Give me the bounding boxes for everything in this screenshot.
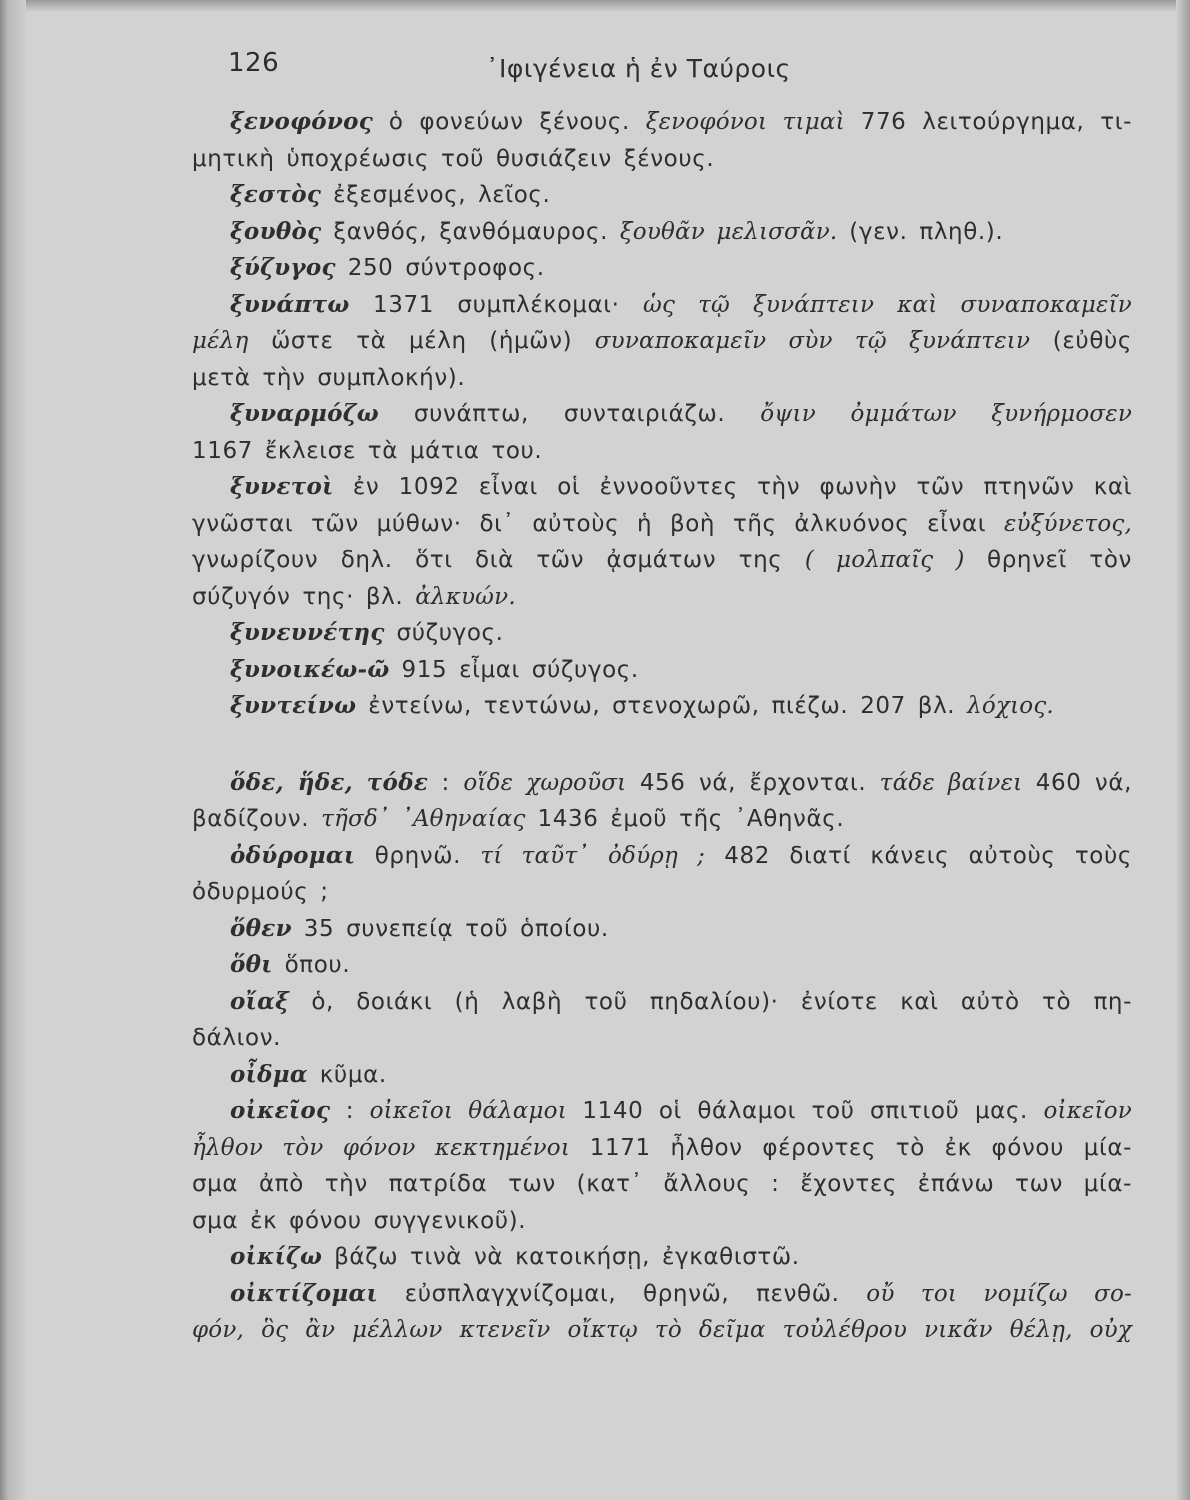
entry-text: ὅπου. (272, 952, 351, 978)
entry-line (192, 396, 1132, 433)
entry-line (192, 801, 1132, 838)
quote-text: οἵδε χωροῦσι (463, 769, 627, 796)
entry-text: κῦμα. (307, 1061, 387, 1088)
entry-text: βαδίζουν. (192, 806, 322, 832)
entry-text: σμα ἐκ φόνου συγγενικοῦ). (192, 1207, 527, 1234)
entry-text: δάλιον. (192, 1025, 282, 1051)
entry-line (192, 250, 1132, 287)
headword: ξουθὸς (230, 217, 322, 245)
entry-text: 776 λειτούργημα, τι- (844, 109, 1132, 135)
entry-line (192, 542, 1132, 579)
entry-line (192, 652, 1132, 689)
entry-text: συνάπτω, συνταιριάζω. (378, 401, 761, 427)
headword: ξυναρμόζω (230, 400, 379, 427)
entry-line (192, 947, 1132, 984)
quote-text: τῆσδ᾿ ᾿Αθηναίας (321, 806, 526, 832)
entry-text: ὥστε τὰ μέλη (ἡμῶν) (248, 328, 595, 354)
entry-text: σμα ἀπὸ τὴν πατρίδα των (κατ᾿ ἄλλους : ἔχοντες ἐπάνω των μία- (192, 1171, 1132, 1197)
entry-line (192, 287, 1132, 324)
entry-text: 1371 συμπλέκομαι· (349, 291, 643, 318)
headword: ξυνοικέω-ῶ (230, 655, 390, 683)
entry-line (192, 1166, 1132, 1203)
quote-text: φόν, ὃς ἂν μέλλων κτενεῖν οἴκτῳ τὸ δεῖμα τοὐλέθρου νικᾶν θέλῃ, οὐχ (192, 1317, 1132, 1343)
entry-line (192, 360, 1132, 397)
entry-text: σύζυγόν της· βλ. (192, 583, 416, 610)
entry-text: γνῶσται τῶν μύθων· δι᾿ αὐτοὺς ἡ βοὴ τῆς ἀλκυόνος εἶναι (192, 510, 1004, 537)
entry-text: εὐσπλαγχνίζομαι, θρηνῶ, πενθῶ. (377, 1280, 867, 1307)
headword: ξυνάπτω (230, 290, 350, 318)
entry-text: (γεν. πληθ.). (837, 218, 1004, 245)
entry-text: ὀδυρμούς ; (192, 879, 329, 905)
headword: ξυνευνέτης (230, 619, 385, 646)
entry-text: 1167 ἔκλεισε τὰ μάτια του. (192, 437, 543, 464)
entry-text: ἐν 1092 εἶναι οἱ ἐννοοῦντες τὴν φωνὴν τῶν πτηνῶν καὶ (333, 474, 1132, 500)
entry-text: : (428, 769, 464, 796)
entry-text: βάζω τινὰ νὰ κατοικήσῃ, ἐγκαθιστῶ. (322, 1244, 800, 1270)
entry-text: 1140 οἱ θάλαμοι τοῦ σπιτιοῦ μας. (566, 1098, 1044, 1124)
quote-text: ( μολπαῖς ) (804, 547, 965, 573)
headword: οἰκεῖος (230, 1097, 331, 1124)
entry-text: ξανθός, ξανθόμαυρος. (321, 218, 620, 245)
quote-text: μέλη (192, 328, 249, 354)
quote-text: τί ταῦτ᾿ ὀδύρῃ ; (480, 842, 705, 869)
entry-text: ἐξεσμένος, λεῖος. (321, 182, 551, 208)
headword: ξενοφόνος (230, 108, 374, 135)
scan-edge-right (1176, 0, 1190, 1500)
headword: ὅδε, ἥδε, τόδε (230, 768, 429, 796)
entry-text: (εὐθὺς (1030, 328, 1132, 354)
entry-line (192, 1020, 1132, 1057)
headword: ξεστὸς (230, 181, 322, 208)
entry-line (192, 615, 1132, 652)
entry-line (192, 104, 1132, 141)
running-head: ᾿Ιφιγένεια ἡ ἐν Ταύροις (486, 54, 791, 83)
entry-line (192, 765, 1132, 802)
entry-text: : (330, 1098, 370, 1124)
quote-text: λόχιος. (967, 693, 1054, 719)
quote-text: ἀλκυών. (415, 583, 516, 610)
entry-text: 460 νά, (1022, 769, 1133, 796)
entry-line (192, 1312, 1132, 1349)
entry-text: 35 συνεπείᾳ τοῦ ὁποίου. (291, 915, 609, 942)
scan-edge-top (0, 0, 1190, 12)
quote-text: τάδε βαίνει (879, 769, 1023, 796)
page-number: 126 (228, 48, 280, 78)
quote-text: οὔ τοι νομίζω σο- (866, 1280, 1132, 1307)
entry-line (192, 1130, 1132, 1167)
entry-line (192, 874, 1132, 911)
entry-text: 456 νά, ἔρχονται. (626, 769, 880, 796)
headword: οἴαξ (230, 987, 289, 1015)
headword: οἰκίζω (230, 1243, 323, 1270)
quote-text: ξενοφόνοι τιμαὶ (645, 109, 845, 135)
entry-line (192, 177, 1132, 214)
scan-edge-left (0, 0, 26, 1500)
entry-line (192, 469, 1132, 506)
entry-line (192, 984, 1132, 1021)
entry-line (192, 1093, 1132, 1130)
entry-text: ὁ φονεύων ξένους. (373, 109, 646, 135)
entry-text: 915 εἶμαι σύζυγος. (389, 656, 639, 683)
headword: οἰκτίζομαι (230, 1279, 378, 1307)
entry-line (192, 141, 1132, 178)
entry-text: ὁ, δοιάκι (ἡ λαβὴ τοῦ πηδαλίου)· ἐνίοτε καὶ αὐτὸ τὸ πη- (289, 988, 1132, 1015)
entry-line (192, 1276, 1132, 1313)
entry-text: μητικὴ ὑποχρέωσις τοῦ θυσιάζειν ξένους. (192, 145, 715, 172)
entry-line (192, 579, 1132, 616)
headword: ξύζυγος (230, 254, 336, 281)
headword: ξυνετοὶ (230, 473, 334, 500)
entry-line (192, 214, 1132, 251)
section-gap (192, 725, 1132, 765)
quote-text: ξουθᾶν μελισσᾶν. (619, 218, 838, 245)
entry-text: γνωρίζουν δηλ. ὅτι διὰ τῶν ᾀσμάτων της (192, 547, 805, 573)
entry-text: μετὰ τὴν συμπλοκήν). (192, 364, 466, 391)
entry-text: θρηνῶ. (355, 842, 481, 869)
entry-line (192, 688, 1132, 725)
entry-line (192, 911, 1132, 948)
entry-line (192, 1203, 1132, 1240)
entry-text: θρηνεῖ τὸν (964, 547, 1132, 573)
headword: ὅθι (230, 951, 273, 978)
entry-line (192, 506, 1132, 543)
quote-text: ὡς τῷ ξυνάπτειν καὶ συναποκαμεῖν (643, 291, 1132, 318)
entry-text: 250 σύντροφος. (335, 255, 545, 281)
entry-text: 1436 ἐμοῦ τῆς ᾿Αθηνᾶς. (525, 806, 845, 832)
headword: ὀδύρομαι (230, 841, 356, 869)
quote-text: εὐξύνετος, (1003, 510, 1132, 537)
headword: οἶδμα (230, 1060, 308, 1088)
entry-line (192, 433, 1132, 470)
quote-text: ὄψιν ὀμμάτων ξυνήρμοσεν (760, 401, 1132, 427)
entry-line (192, 323, 1132, 360)
quote-text: οἰκεῖον (1043, 1098, 1132, 1124)
quote-text: συναποκαμεῖν σὺν τῷ ξυνάπτειν (594, 328, 1031, 354)
entry-text: 1171 ἦλθον φέροντες τὸ ἐκ φόνου μία- (570, 1134, 1133, 1161)
headword: ὅθεν (230, 914, 292, 942)
entry-text: 482 διατί κάνεις αὐτοὺς τοὺς (704, 842, 1132, 869)
quote-text: ἦλθον τὸν φόνον κεκτημένοι (192, 1134, 571, 1161)
entry-text: σύζυγος. (384, 620, 504, 646)
quote-text: οἰκεῖοι θάλαμοι (369, 1098, 567, 1124)
entry-text: ἐντείνω, τεντώνω, στενοχωρῶ, πιέζω. 207 βλ. (356, 693, 968, 719)
glossary-body (192, 104, 1132, 1349)
entry-line (192, 838, 1132, 875)
entry-line (192, 1057, 1132, 1094)
entry-line (192, 1239, 1132, 1276)
headword: ξυντείνω (230, 692, 357, 719)
